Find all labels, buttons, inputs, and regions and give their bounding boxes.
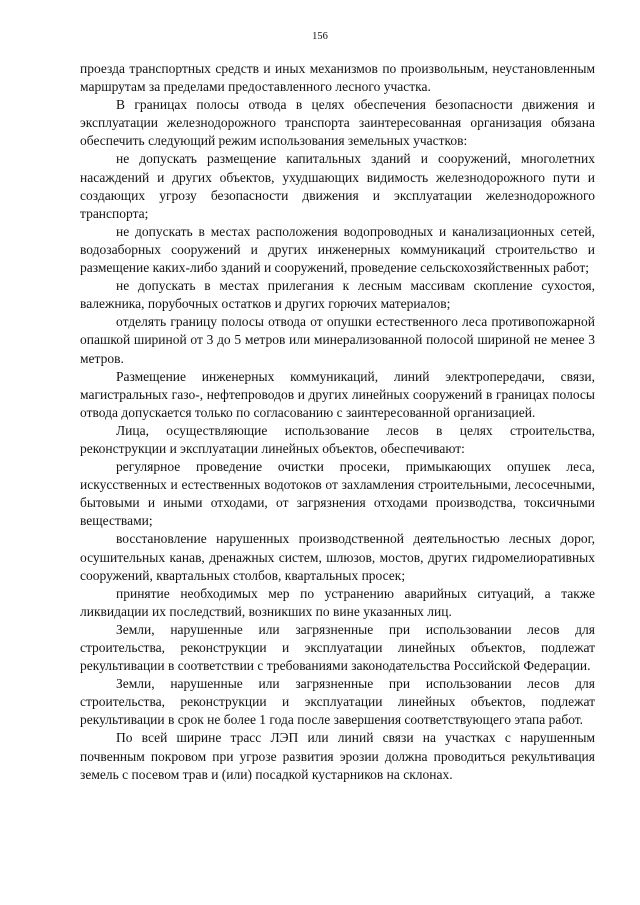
list-item: регулярное проведение очистки просеки, примыкающих опушек леса, искусственных и естественных водотоков от захламления строительными, лесосечными, бытовыми и иными отходами, от загрязнения отходами производства, токсичными веществами; [80, 459, 595, 529]
paragraph: Лица, осуществляющие использование лесов в целях строительства, реконструкции и эксплуатации линейных объектов, обеспечивают: [80, 422, 595, 456]
paragraph-continuation: проезда транспортных средств и иных механизмов по произвольным, неустановленным маршрутам за пределами предоставленного лесного участка. [80, 61, 595, 95]
list-item: не допускать размещение капитальных зданий и сооружений, многолетних насаждений и других объектов, ухудшающих видимость железнодорожного пути и создающих угрозу безопасности движения и эксплуатации железнодорожного транспорта; [80, 151, 595, 221]
body-text [80, 60, 595, 784]
paragraph: По всей ширине трасс ЛЭП или линий связи на участках с нарушенным почвенным покровом при угрозе развития эрозии должна проводиться рекультивация земель с посевом трав и (или) посадкой кустарников на склонах. [80, 730, 595, 782]
paragraph: Земли, нарушенные или загрязненные при использовании лесов для строительства, реконструкции и эксплуатации линейных объектов, подлежат рекультивации в соответствии с требованиями законодательства Российской Федерации. [80, 621, 595, 674]
paragraph: Размещение инженерных коммуникаций, линий электропередачи, связи, магистральных газо-, нефтепроводов и других линейных сооружений в границах полосы отвода допускается только по согласованию с заинтересованной организацией. [80, 368, 595, 420]
list-item: восстановление нарушенных производственной деятельностью лесных дорог, осушительных канав, дренажных систем, шлюзов, мостов, других гидромелиоративных сооружений, квартальных столбов, квартальных просек; [80, 531, 595, 583]
list-item: не допускать в местах прилегания к лесным массивам скопление сухостоя, валежника, порубочных остатков и других горючих материалов; [80, 278, 595, 312]
list-item: принятие необходимых мер по устранению аварийных ситуаций, а также ликвидации их последствий, возникших по вине указанных лиц. [80, 585, 595, 619]
paragraph: В границах полосы отвода в целях обеспечения безопасности движения и эксплуатации железнодорожного транспорта заинтересованная организация обязана обеспечить следующий режим использования земельных участков: [80, 97, 595, 149]
list-item: отделять границу полосы отвода от опушки естественного леса противопожарной опашкой шириной от 3 до 5 метров или минерализованной полосой шириной не менее 3 метров. [80, 314, 595, 366]
paragraph: Земли, нарушенные или загрязненные при использовании лесов для строительства, реконструкции и эксплуатации линейных объектов, подлежат рекультивации в срок не более 1 года после завершения соответствующего этапа работ. [80, 676, 595, 728]
page-number: 156 [312, 31, 328, 42]
list-item: не допускать в местах расположения водопроводных и канализационных сетей, водозаборных сооружений и других инженерных коммуникаций строительство и размещение каких-либо зданий и сооружений, проведение сельскохозяйственных работ; [80, 223, 595, 276]
